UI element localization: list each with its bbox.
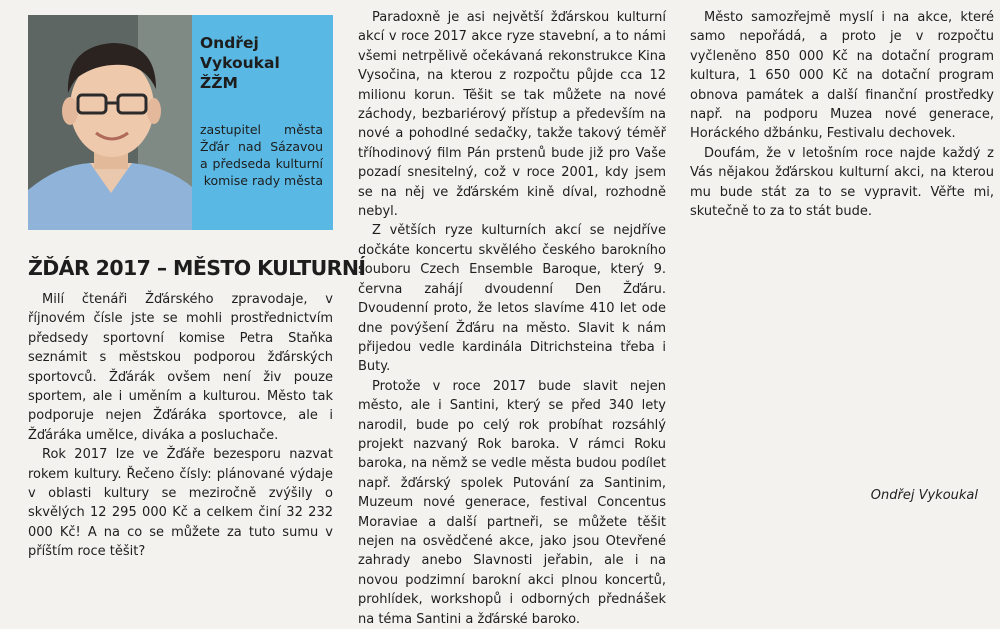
author-name <box>200 33 325 93</box>
paragraph-2-text: Rok 2017 lze ve Žďáře bezesporu nazvat rokem kultury. Řečeno čísly: plánované výdaje v oblasti kultury se meziročně zvýšily o skvělých 12 295 000 Kč a celkem činí 32 232 000 Kč! A na co se můžete za tuto sumu v příštím roce těšit? <box>28 447 333 560</box>
article-signature: Ondřej Vykoukal <box>870 488 978 503</box>
author-box <box>28 15 333 230</box>
column-2 <box>358 8 666 629</box>
paragraph-6: Město samozřejmě myslí i na akce, které samo nepořádá, a proto je v rozpočtu vyčleněno 850 000 Kč na dotační program kultura, 1 650 000 Kč na dotační program obnova památek a další finanční prostředky např. na podporu Muzea nové generace, Horáckého džbánku, Festivalu dechovek. <box>690 10 994 142</box>
author-party: ŽŽM <box>200 74 238 92</box>
article-title: ŽĎÁR 2017 – MĚSTO KULTURNÍ <box>28 256 366 280</box>
paragraph-3: Paradoxně je asi největší žďárskou kulturní akcí v roce 2017 akce ryze stavební, a to námi všemi netrpělivě očekávaná rekonstrukce Kina Vysočina, na kterou z rozpočtu půjde cca 12 milionu korun. Těšit se tak můžete na nové záchody, bezbariérový přístup a především na nové a pohodlné sedačky, takže takový téměř tříhodinový film Pán prstenů bude již pro Vaše pozadí snesitelný, což v roce 2001, kdy jsem se na něj ve žďárském kině díval, rozhodně nebyl. <box>358 10 666 220</box>
paragraph-1: Milí čtenáři Žďárského zpravodaje, v říjnovém čísle jste se mohli prostřednictvím předsedy sportovní komise Petra Staňka seznámit s městskou podporou žďárských sportovců. Žďárák ovšem není živ pouze sportem, ale i uměním a kulturou. Město tak podporuje nejen Žďáráka sportovce, ale i Žďáráka umělce, diváka a posluchače. <box>28 292 333 443</box>
author-photo <box>28 15 192 230</box>
author-last-name: Vykoukal <box>200 54 280 72</box>
paragraph-7: Doufám, že v letošním roce najde každý z Vás nějakou žďárskou kulturní akci, na kterou mu bude stát za to se vypravit. Věřte mi, skutečně to za to stát bude. <box>690 145 994 220</box>
paragraph-4: Z větších ryze kulturních akcí se nejdříve dočkáte koncertu skvělého českého barokního souboru Czech Ensemble Baroque, který 9. června zahájí dvoudenní Den Žďáru. Dvoudenní proto, že letos slavíme 410 let ode dne povýšení Žďáru na město. Slavit k nám přijedou vedle kardinála Ditrichsteina třeba i Buty. <box>358 223 666 375</box>
column-3 <box>690 8 994 221</box>
paragraph-5: Protože v roce 2017 bude slavit nejen město, ale i Santini, který se před 340 lety narodil, bude po celý rok probíhat rozsáhlý projekt nazvaný Rok baroka. V rámci Roku baroka, na němž se vedle města budou podílet např. žďárský spolek Putování za Santinim, Muzeum nové generace, festival Concentus Moraviae a další partneři, se můžete těšit nejen na osvědčené akce, jako jsou Otevřené zahrady anebo Slavnosti jeřabin, ale i na novou podzimní barokní akci plnou koncertů, prohlídek, workshopů i odborných přednášek na téma Santini a žďárské baroko. <box>358 378 666 627</box>
column-1 <box>28 290 333 562</box>
portrait-illustration <box>28 15 192 230</box>
paragraph-2 <box>28 445 333 561</box>
author-first-name: Ondřej <box>200 34 259 52</box>
author-role: zastupitel města Žďár nad Sázavou a předseda kulturní komise rady města <box>200 122 323 188</box>
